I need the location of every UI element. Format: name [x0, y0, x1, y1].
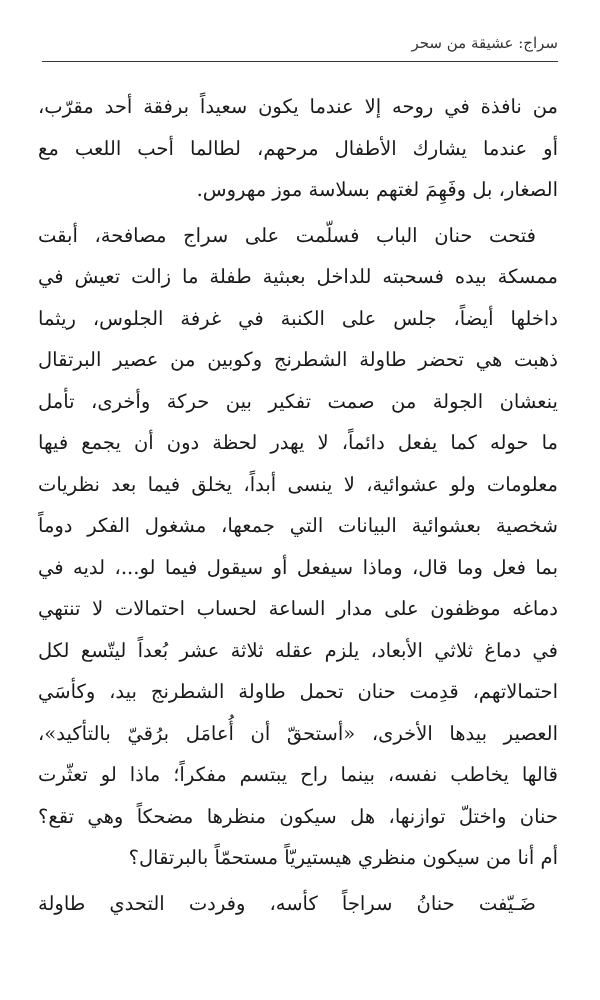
text-line: الصغار، بل وفَهِمَ لغتهم بسلاسة موز مهروس. — [196, 178, 558, 201]
text-line: في دماغ ثلاثي الأبعاد، يلزم عقله ثلاثة عشر بُعداً ليتّسع لكل — [38, 638, 558, 662]
text-line: أم أنا من سيكون منظري هيستيريّاً مستحمّاً بالبرتقال؟ — [128, 846, 558, 869]
paragraph-2 — [38, 215, 558, 879]
text-line: ضَـيّفت حنانُ سراجاً كأسه، وفردت التحدي طاولة — [38, 891, 536, 915]
text-line: شخصية بعشوائية البيانات التي جمعها، مشغول الفكر دوماً — [38, 514, 558, 537]
text-line: معلومات ولو عشوائية، لا ينسى أبداً، يخلق فيما بعد نظريات — [38, 472, 558, 496]
text-line: ممسكة بيده فسحبته للداخل بعبثية طفلة ما زالت تعيش في — [38, 265, 558, 288]
text-line: ذهبت هي تحضر طاولة الشطرنج وكوبين من عصير البرتقال — [38, 348, 558, 371]
running-header: سراج: عشيقة من سحر — [411, 34, 558, 52]
text-line: العصير بيدها الأخرى، «أستحقّ أن أُعامَل برُقيّ بالتأكيد»، — [38, 721, 558, 745]
text-line: بما فعل وما قال، وماذا سيفعل أو سيقول فيما لو...، لديه في — [38, 555, 558, 579]
paragraph-1 — [38, 86, 558, 211]
text-line: ما حوله كما يفعل دائماً، لا يهدر لحظة دون أن يجمع فيها — [38, 431, 558, 454]
text-line: فتحت حنان الباب فسلّمت على سراج مصافحة، أبقت — [38, 223, 536, 247]
body-text — [38, 86, 558, 924]
text-line: داخلها أيضاً، جلس على الكنبة في غرفة الجلوس، ريثما — [38, 306, 558, 330]
text-line: احتمالاتهم، قدِمت حنان تحمل طاولة الشطرنج بيد، وكأسَي — [38, 680, 558, 703]
header-divider — [42, 61, 558, 62]
text-line: أو عندما يشارك الأطفال مرحهم، لطالما أحب اللعب مع — [38, 136, 558, 160]
text-line: قالها يخاطب نفسه، بينما راح يبتسم مفكراً؛ ماذا لو تعثّرت — [38, 763, 558, 786]
text-line: من نافذة في روحه إلا عندما يكون سعيداً برفقة أحد مقرّب، — [38, 95, 558, 118]
text-line: دماغه موظفون على مدار الساعة لحساب احتمالات لا تنتهي — [38, 597, 558, 620]
text-line: حنان واختلّ توازنها، هل سيكون منظرها مضحكاً وهي تقع؟ — [38, 804, 558, 828]
text-line: ينعشان الجولة من صمت تفكير بين حركة وأخرى، تأمل — [38, 389, 558, 413]
paragraph-3 — [38, 883, 558, 925]
